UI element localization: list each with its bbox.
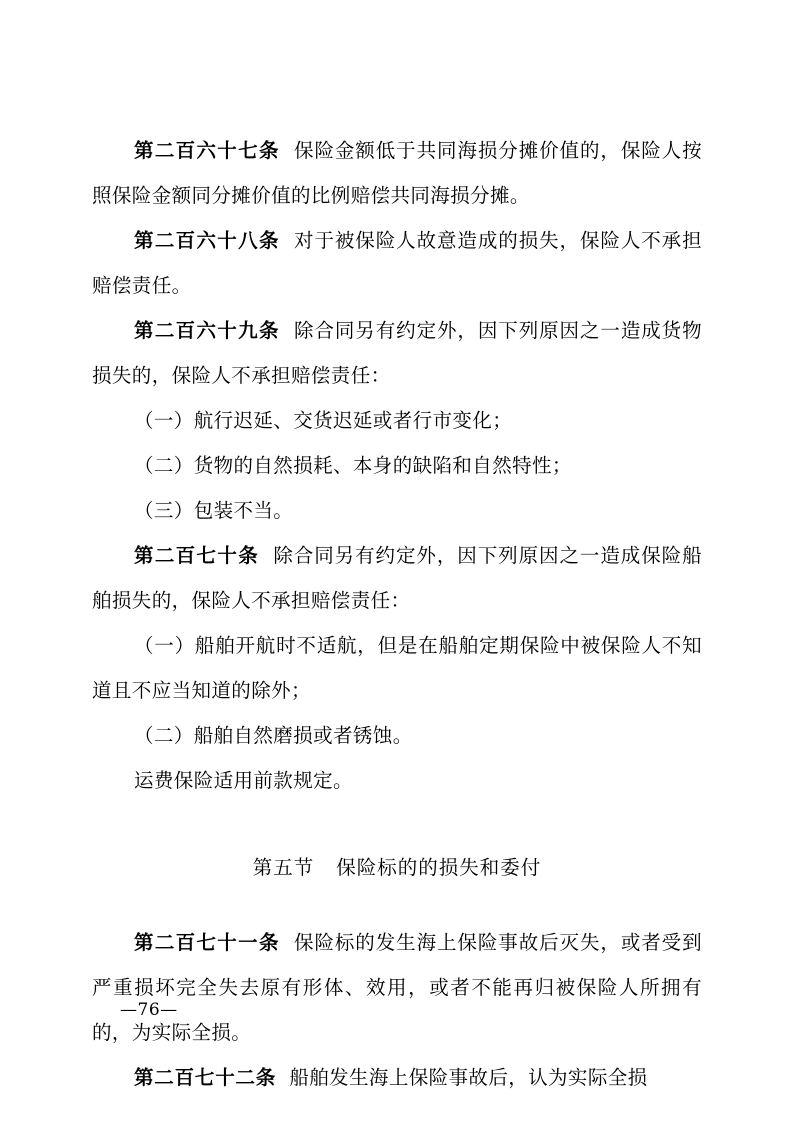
article-number: 第二百七十条 [134, 544, 260, 567]
paragraph-article-272 [92, 1055, 702, 1100]
paragraph-text: 运费保险适用前款规定。 [134, 769, 353, 792]
paragraph-article-268 [92, 218, 702, 308]
article-text: 除合同另有约定外，因下列原因之一造成货物损失的，保险人不承担赔偿责任： [92, 319, 702, 387]
article-text: 船舶发生海上保险事故后，认为实际全损 [289, 1066, 648, 1089]
article-text: 保险金额低于共同海损分摊价值的，保险人按照保险金额同分摊价值的比例赔偿共同海损分摊。 [92, 139, 702, 207]
article-number: 第二百六十九条 [134, 319, 280, 342]
paragraph-article-270 [92, 533, 702, 623]
article-text: 对于被保险人故意造成的损失，保险人不承担赔偿责任。 [92, 229, 702, 297]
article-number: 第二百七十一条 [134, 931, 280, 954]
article-number: 第二百七十二条 [134, 1066, 277, 1089]
page-number: —76— [120, 1000, 178, 1020]
article-text: 除合同另有约定外，因下列原因之一造成保险船舶损失的，保险人不承担赔偿责任： [92, 544, 702, 612]
list-item-text: （二）货物的自然损耗、本身的缺陷和自然特性； [134, 454, 572, 477]
paragraph-article-270-item-1 [92, 623, 702, 713]
paragraph-article-267 [92, 128, 702, 218]
list-item-text: （一）航行迟延、交货迟延或者行市变化； [134, 409, 513, 432]
list-item-text: （一）船舶开航时不适航，但是在船舶定期保险中被保险人不知道且不应当知道的除外； [92, 634, 702, 702]
article-text: 保险标的发生海上保险事故后灭失，或者受到严重损坏完全失去原有形体、效用，或者不能再归被保险人所拥有的，为实际全损。 [92, 931, 702, 1044]
paragraph-article-269-item-2 [92, 443, 702, 488]
article-number: 第二百六十七条 [134, 139, 280, 162]
paragraph-article-270-item-2 [92, 713, 702, 758]
paragraph-article-271 [92, 920, 702, 1055]
paragraph-article-270-tail [92, 758, 702, 803]
section-title-text: 保险标的的损失和委付 [336, 856, 542, 879]
paragraph-article-269 [92, 308, 702, 398]
section-label: 第五节 [252, 856, 315, 879]
list-item-text: （三）包装不当。 [134, 499, 294, 522]
page-content [92, 128, 702, 1100]
section-heading [92, 845, 702, 890]
list-item-text: （二）船舶自然磨损或者锈蚀。 [134, 724, 413, 747]
article-number: 第二百六十八条 [134, 229, 280, 252]
paragraph-article-269-item-1 [92, 398, 702, 443]
paragraph-article-269-item-3 [92, 488, 702, 533]
